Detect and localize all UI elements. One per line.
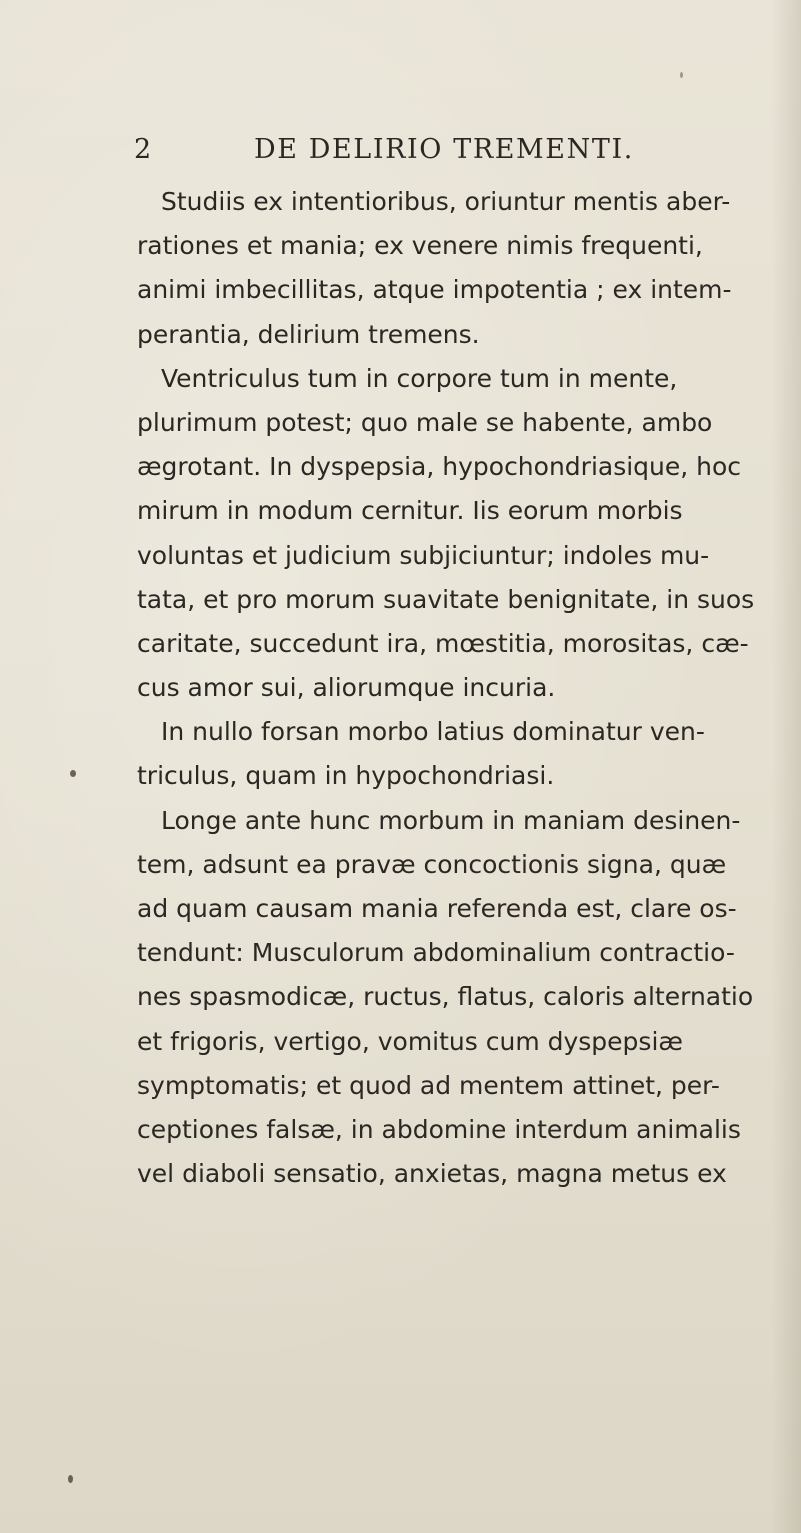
text-line: Longe ante hunc morbum in maniam desinen- — [161, 805, 741, 835]
paper-speck — [680, 72, 683, 78]
running-title: DE DELIRIO TREMENTI. — [254, 134, 634, 165]
text-line: In nullo forsan morbo latius dominatur ven- — [161, 717, 705, 747]
page-number: 2 — [134, 134, 152, 165]
text-line: perantia, delirium tremens. — [137, 319, 480, 349]
text-line: plurimum potest; quo male se habente, ambo — [137, 407, 713, 437]
text-line: symptomatis; et quod ad mentem attinet, per- — [137, 1070, 720, 1100]
text-line: ceptiones falsæ, in abdomine interdum animalis — [137, 1114, 741, 1144]
text-line: nes spasmodicæ, ructus, flatus, caloris alternatio — [137, 982, 754, 1012]
text-line: et frigoris, vertigo, vomitus cum dyspepsiæ — [137, 1026, 683, 1056]
paper-speck — [68, 1475, 73, 1483]
text-line: ad quam causam mania referenda est, clare os- — [137, 894, 737, 923]
text-line: mirum in modum cernitur. Iis eorum morbis — [137, 496, 683, 526]
paper-speck — [70, 770, 76, 777]
body-text — [137, 180, 777, 1196]
text-line: Ventriculus tum in corpore tum in mente, — [161, 363, 678, 393]
text-line: caritate, succedunt ira, mœstitia, morositas, cæ- — [137, 628, 749, 658]
text-line: voluntas et judicium subjiciuntur; indoles mu- — [137, 540, 710, 570]
text-line: triculus, quam in hypochondriasi. — [137, 761, 555, 791]
text-line: Studiis ex intentioribus, oriuntur mentis aber- — [161, 187, 731, 216]
text-line: cus amor sui, aliorumque incuria. — [137, 673, 556, 703]
text-line: rationes et mania; ex venere nimis frequenti, — [137, 231, 703, 261]
text-line: ægrotant. In dyspepsia, hypochondriasique, hoc — [137, 452, 742, 482]
text-line: vel diaboli sensatio, anxietas, magna metus ex — [137, 1159, 727, 1189]
text-line: tata, et pro morum suavitate benignitate, in suos — [137, 584, 755, 614]
text-line: animi imbecillitas, atque impotentia ; ex intem- — [137, 275, 732, 305]
text-line: tendunt: Musculorum abdominalium contractio- — [137, 938, 735, 968]
text-line: tem, adsunt ea pravæ concoctionis signa, quæ — [137, 849, 727, 879]
